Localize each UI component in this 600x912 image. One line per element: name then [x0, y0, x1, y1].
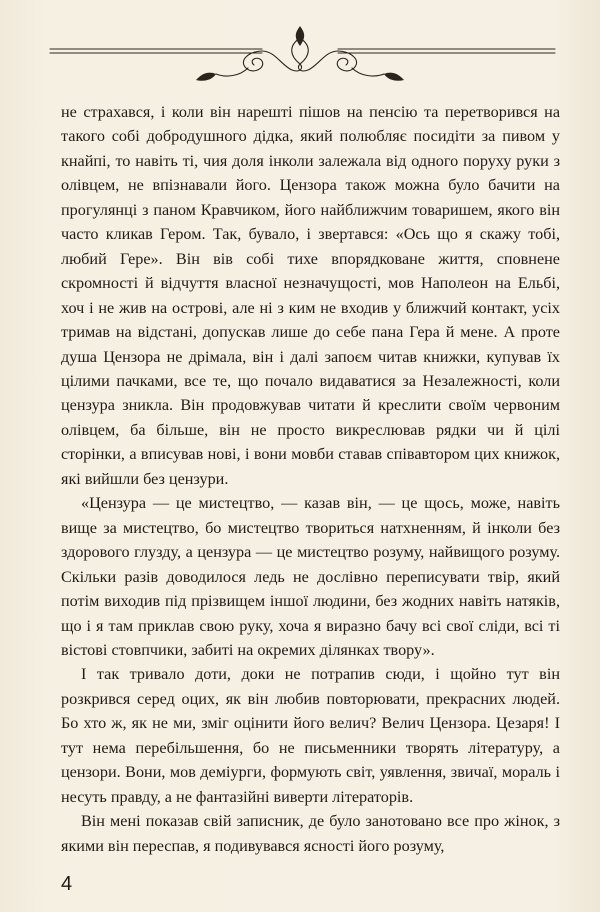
flourish-divider: [0, 18, 600, 88]
paragraph-4: Він мені показав свій записник, де було занотовано все про жінок, з якими він переспав, я подивувався ясності його розуму,: [61, 812, 560, 855]
body-text: [61, 100, 560, 858]
paragraph-1: не страхався, і коли він нарешті пішов на пенсію та перетворився на такого собі добродушного дідка, який полюбляє посидіти за пивом у кнайпі, то навіть ті, чия доля інколи залежала від одного поруху руки з олівцем, не впізнавали його. Цензора також можна було бачити на прогулянці з паном Кравчиком, його найближчим товаришем, якого він часто кликав Гером. Так, бувало, і звертався: «Ось що я скажу тобі, любий Гере». Він вів собі тихе впорядковане життя, сповнене скромності й відчуття власної незначущості, мов Наполеон на Ельбі, хоч і не жив на острові, але ні з ким не входив у ближчий контакт, усіх тримав на відстані, допускав лише до себе пана Гера й мене. А проте душа Цензора не дрімала, він і далі запоєм читав книжки, купував їх цілими пачками, все те, що почало видаватися за Незалежності, коли цензура зникла. Він продовжував читати й креслити своїм червоним олівцем, ба більше, він не просто викреслював рядки чи й цілі сторінки, а вписував нові, і вони мовби ставав співавтором цих книжок, які вийшли без цензури.: [61, 103, 560, 488]
paragraph-3: І так тривало доти, доки не потрапив сюди, і щойно тут він розкрився серед оцих, як він любив повторювати, прекрасних людей. Бо хто ж, як не ми, зміг оцінити його велич? Велич Цензора. Цезаря! І тут нема перебільшення, бо не письменники творять літературу, а цензори. Вони, мов деміурги, формують світ, уявлення, звичаї, мораль і несуть правду, а не фантазійні виверти літераторів.: [61, 665, 560, 806]
paragraph-2: «Цензура — це мистецтво, — казав він, — це щось, може, навіть вище за мистецтво, бо мистецтво твориться натхненням, й інколи без здорового глузду, а цензура — це мистецтво розуму, найвищого розуму. Скільки разів доводилося ледь не дослівно переписувати твір, який потім виходив під прізвищем іншої людини, без жодних навіть натяків, що і я там приклав свою руку, хоча я виразно бачу всі свої сліди, всі ті вістові стовпчики, забиті на окремих ділянках твору».: [61, 494, 560, 659]
page-number: 4: [61, 873, 73, 895]
